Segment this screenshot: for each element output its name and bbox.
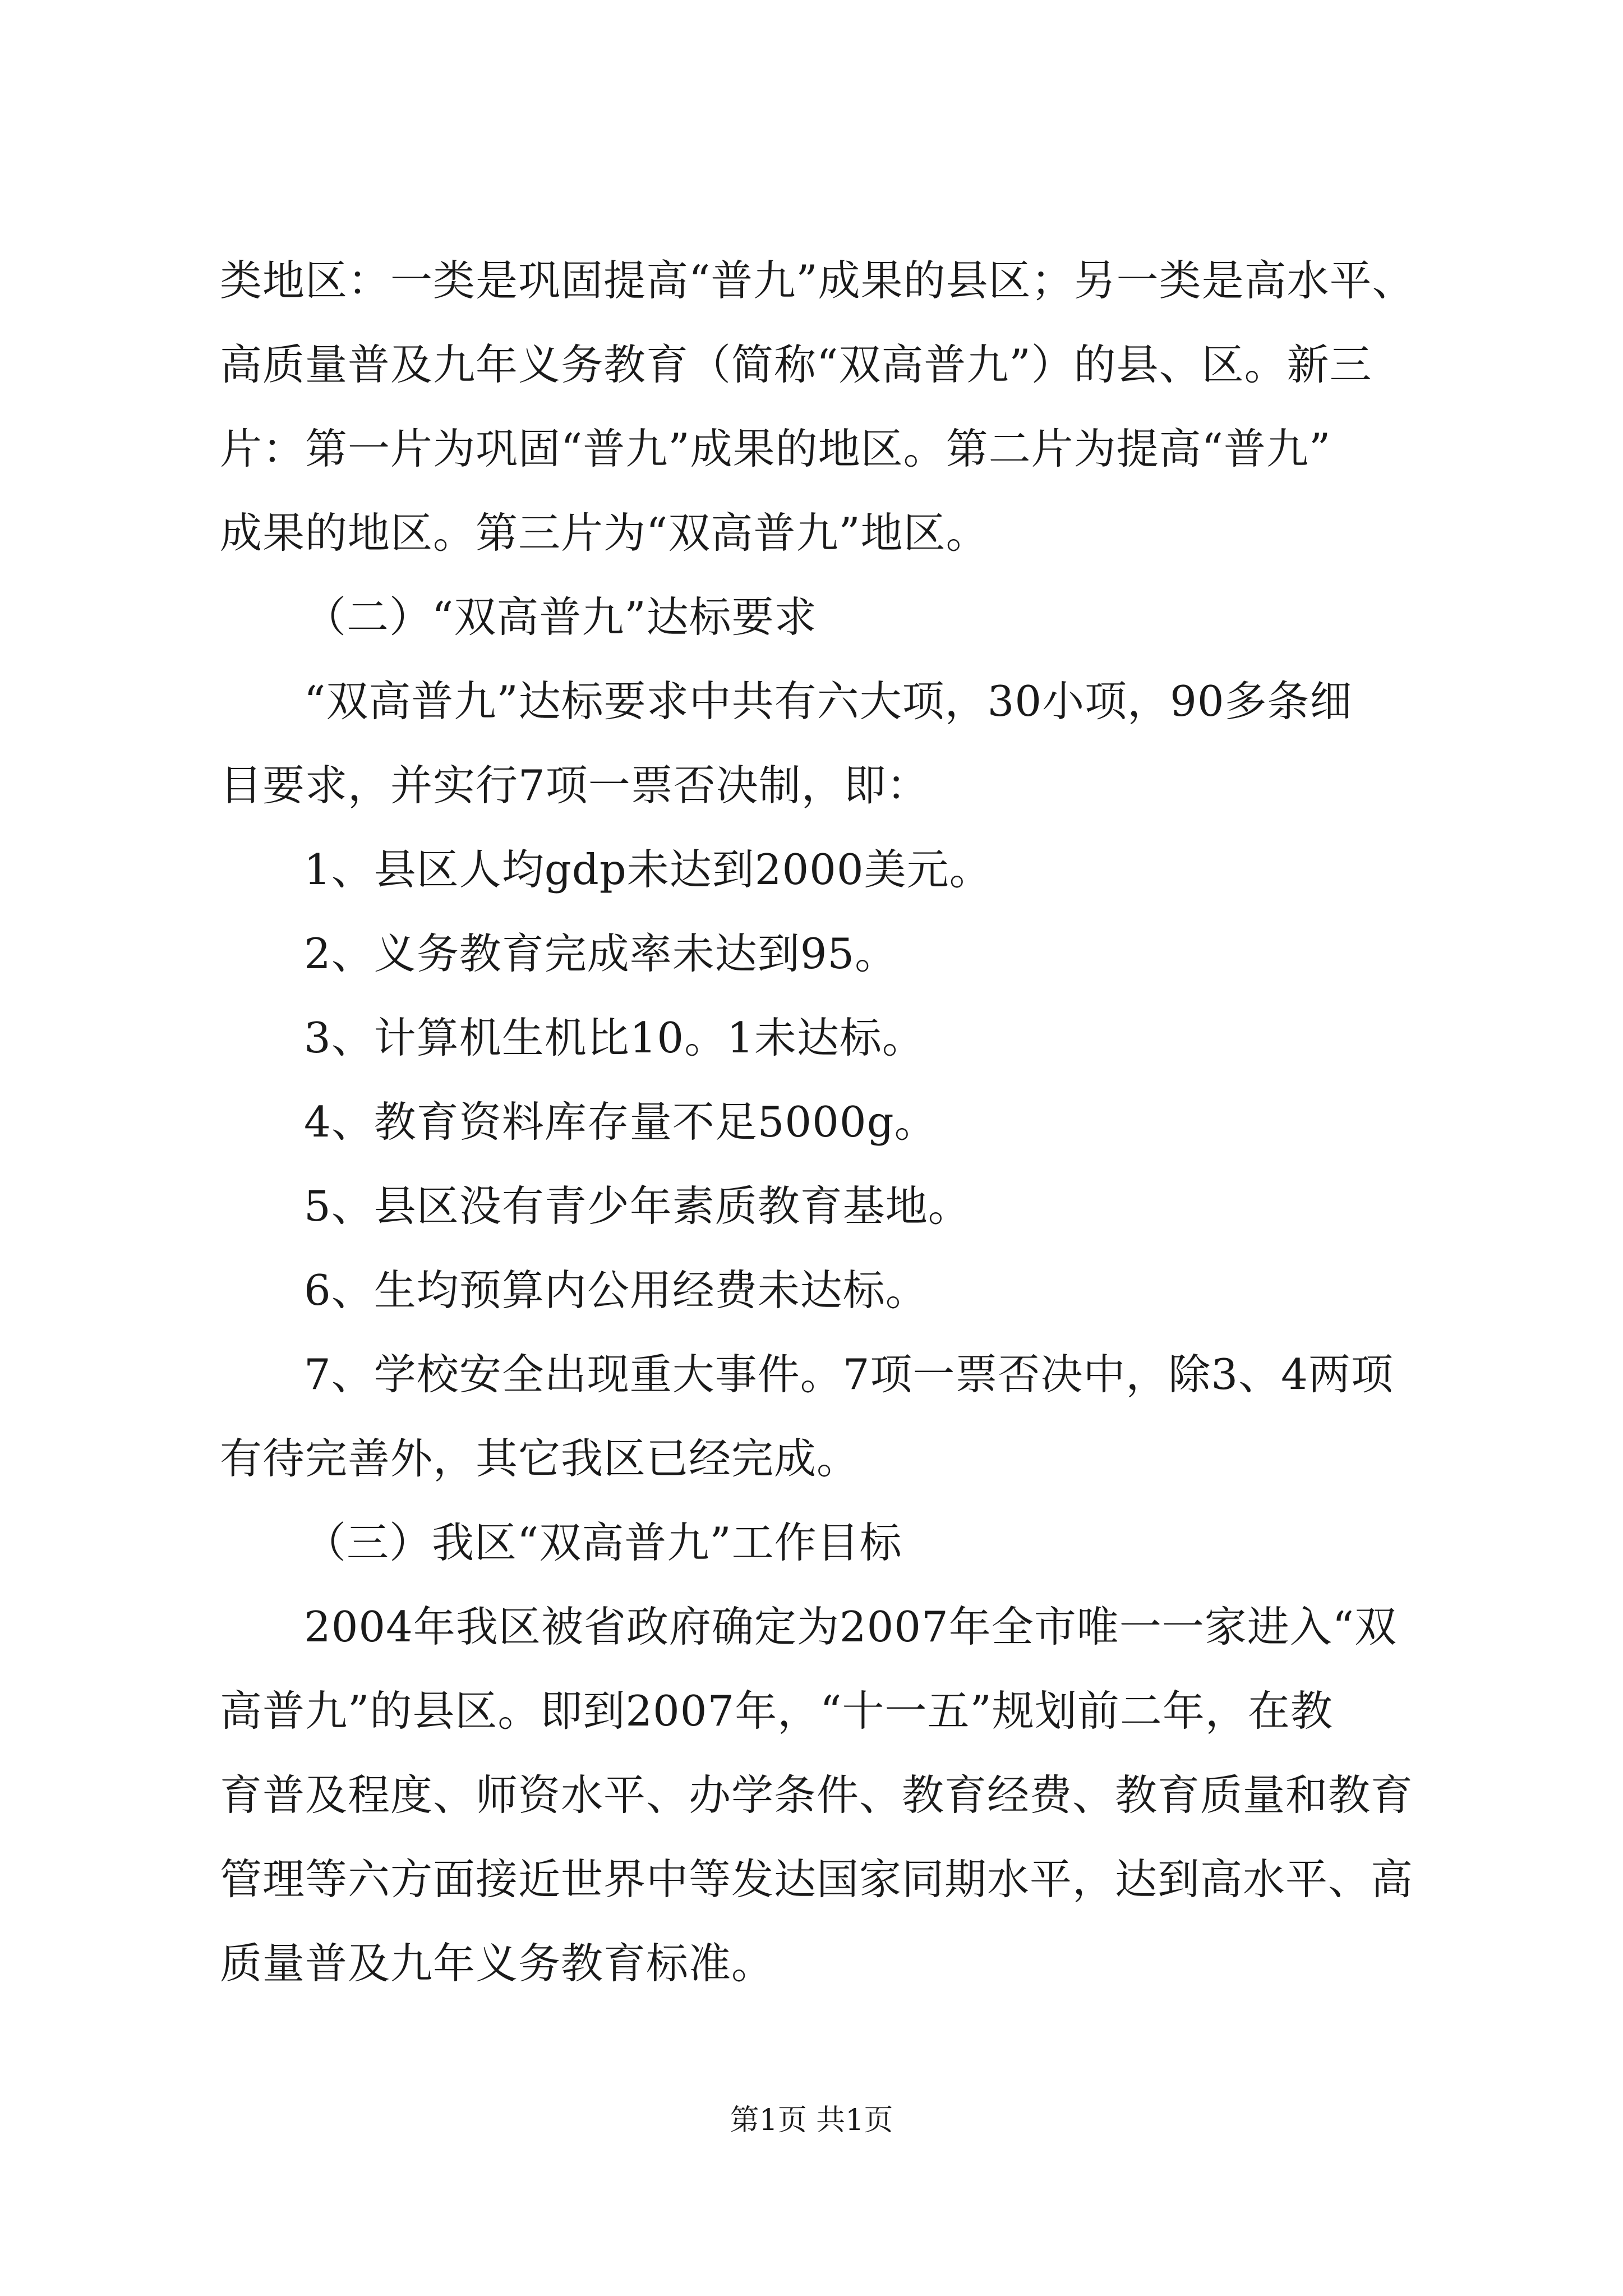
text-line: 类地区：一类是巩固提高“普九”成果的县区；另一类是高水平、 — [220, 256, 1415, 305]
text-line: 成果的地区。第三片为“双高普九”地区。 — [220, 508, 989, 558]
list-item: 2、义务教育完成率未达到95。 — [304, 929, 898, 978]
text-line: 有待完善外，其它我区已经完成。 — [220, 1434, 860, 1483]
list-item: 6、生均预算内公用经费未达标。 — [304, 1266, 928, 1315]
text-line: 高普九”的县区。即到2007年，“十一五”规划前二年，在教 — [220, 1686, 1333, 1736]
text-line: 目要求，并实行7项一票否决制，即： — [220, 761, 929, 810]
text-line: 管理等六方面接近世界中等发达国家同期水平，达到高水平、高 — [220, 1855, 1414, 1904]
text-line: 育普及程度、师资水平、办学条件、教育经费、教育质量和教育 — [220, 1770, 1414, 1820]
list-item: 5、县区没有青少年素质教育基地。 — [304, 1181, 971, 1231]
list-item: 3、计算机生机比10。1未达标。 — [304, 1013, 925, 1062]
list-item: 7、学校安全出现重大事件。7项一票否决中，除3、4两项 — [304, 1350, 1394, 1399]
page-number-footer: 第1页 共1页 — [730, 2104, 893, 2137]
text-line: 片：第一片为巩固“普九”成果的地区。第二片为提高“普九” — [220, 424, 1331, 473]
text-line: “双高普九”达标要求中共有六大项，30小项，90多条细 — [304, 677, 1353, 726]
section-heading: （二）“双高普九”达标要求 — [304, 592, 817, 642]
list-item: 1、县区人均gdp未达到2000美元。 — [304, 845, 992, 894]
text-line: 2004年我区被省政府确定为2007年全市唯一一家进入“双 — [304, 1602, 1398, 1651]
text-line: 质量普及九年义务教育标准。 — [220, 1939, 774, 1988]
section-heading: （三）我区“双高普九”工作目标 — [304, 1518, 902, 1567]
list-item: 4、教育资料库存量不足5000g。 — [304, 1097, 937, 1147]
text-line: 高质量普及九年义务教育（简称“双高普九”）的县、区。新三 — [220, 340, 1372, 389]
